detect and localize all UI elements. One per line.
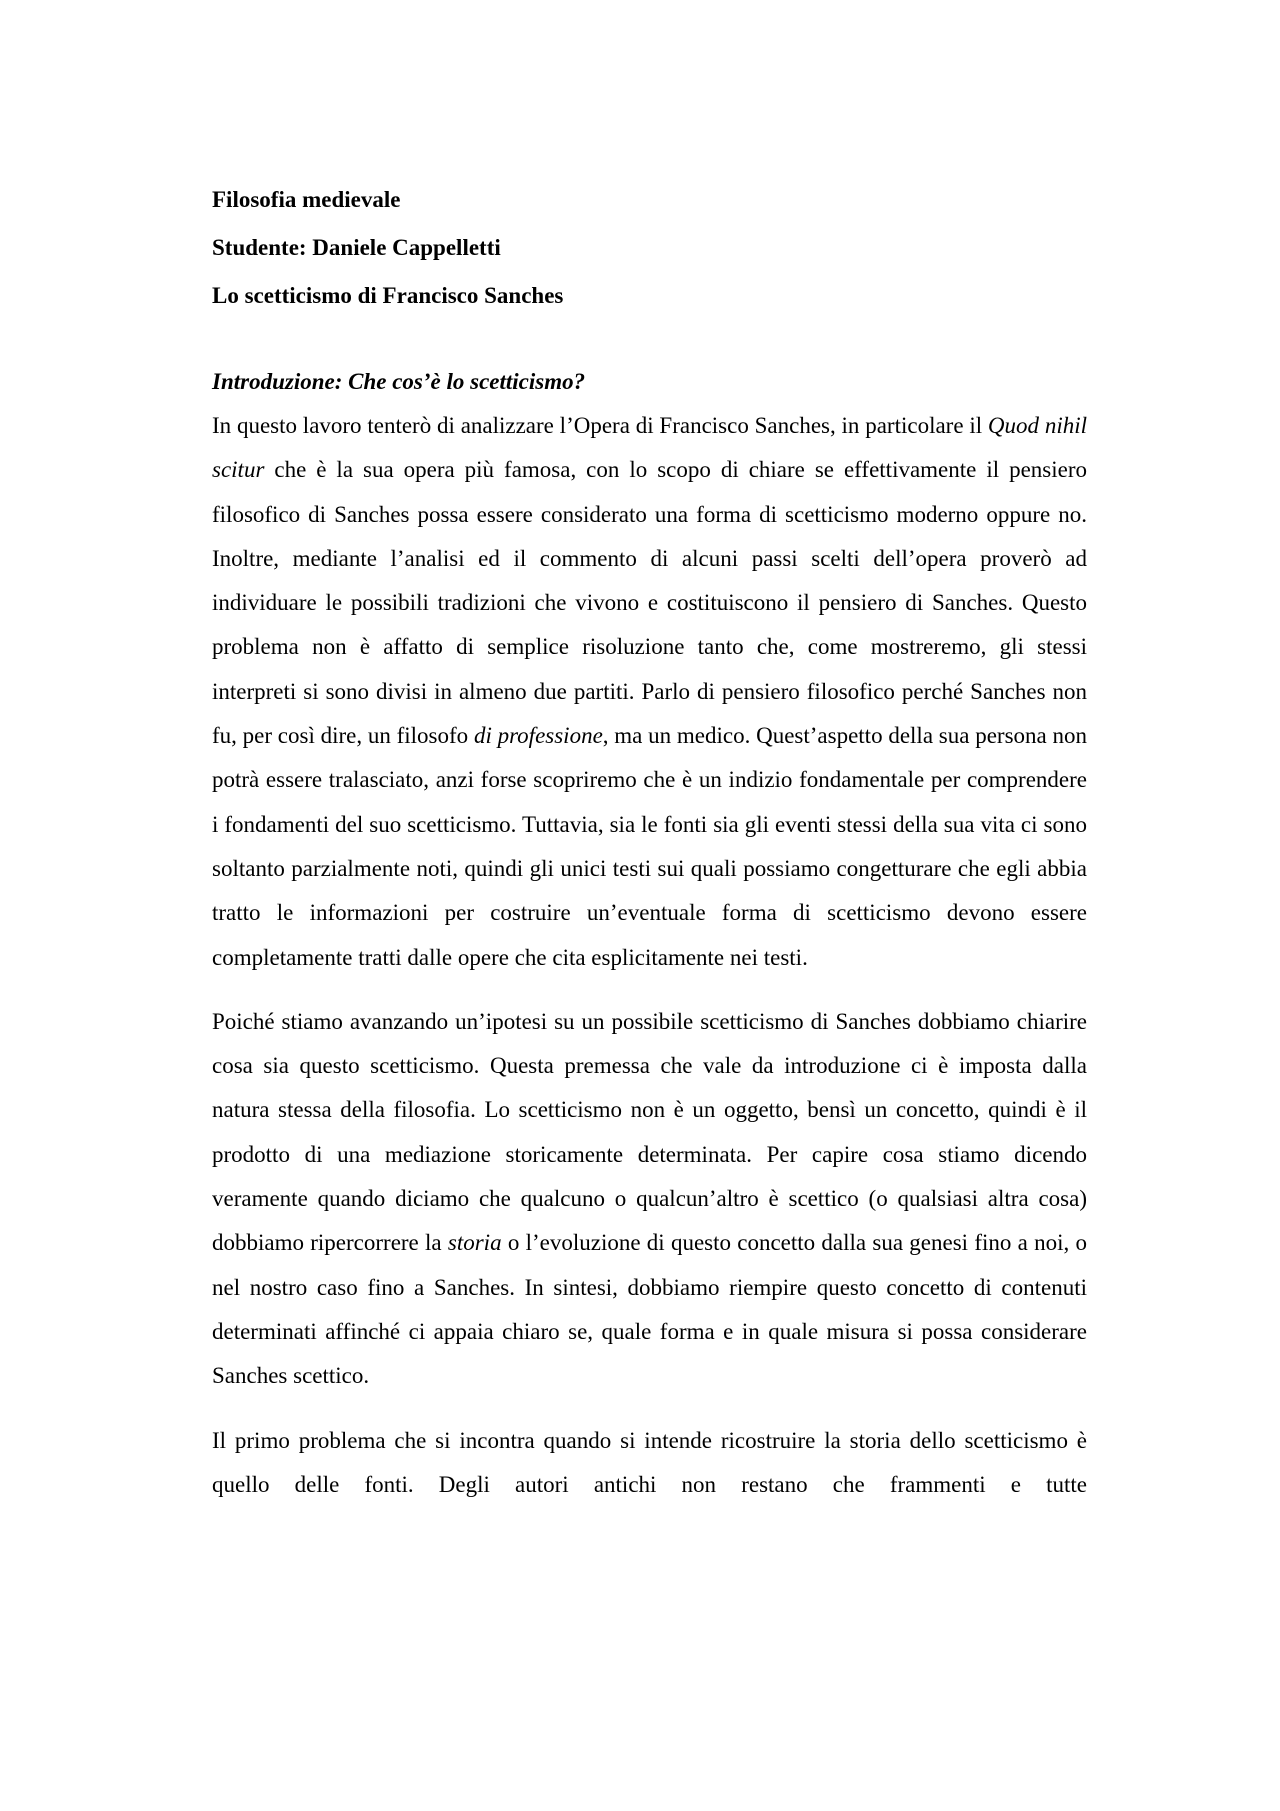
section-heading: Introduzione: Che cos’è lo scetticismo? bbox=[212, 369, 586, 394]
paragraph-1-italic-phrase: di professione bbox=[473, 723, 603, 749]
paragraph-1-italic-title: Quod nihil scitur bbox=[212, 413, 1087, 483]
paragraph-3-text: Il primo problema che si incontra quando si intende ricostruire la storia dello scetticismo è quello delle fonti. Degli autori antichi non restano che frammenti e tutte bbox=[212, 1427, 1087, 1497]
document-page bbox=[212, 176, 1087, 1527]
paragraph-3 bbox=[212, 1419, 1087, 1508]
paragraph-2-text-b: o l’evoluzione di questo concetto dalla sua genesi fino a noi, o nel nostro caso fino a Sanches. In sintesi, dobbiamo riempire questo concetto di contenuti determinati affinché ci appaia chiaro se, quale forma e in quale misura si possa considerare Sanches scettico. bbox=[212, 1230, 1088, 1389]
paragraph-1-text-a: In questo lavoro tenterò di analizzare l’Opera di Francisco Sanches, in particolare il bbox=[212, 413, 988, 438]
document-title: Lo scetticismo di Francisco Sanches bbox=[212, 283, 564, 308]
paragraph-1-text-b: che è la sua opera più famosa, con lo scopo di chiare se effettivamente il pensiero filosofico di Sanches possa essere considerato una forma di scetticismo moderno oppure no. Inoltre, mediante l’analisi ed il commento di alcuni passi scelti dell’opera proverò ad individuare le possibili tradizioni che vivono e costituiscono il pensiero di Sanches. Questo problema non è affatto di semplice risoluzione tanto che, come mostreremo, gli stessi interpreti si sono divisi in almeno due partiti. Parlo di pensiero filosofico perché Sanches non fu, per così dire, un filosofo bbox=[212, 457, 1087, 749]
paragraph-2 bbox=[212, 1000, 1087, 1399]
paragraph-2-italic-word: storia bbox=[447, 1230, 502, 1256]
paragraph-2-text-a: Poiché stiamo avanzando un’ipotesi su un possibile scetticismo di Sanches dobbiamo chiarire cosa sia questo scetticismo. Questa premessa che vale da introduzione ci è imposta dalla natura stessa della filosofia. Lo scetticismo non è un oggetto, bensì un concetto, quindi è il prodotto di una mediazione storicamente determinata. Per capire cosa stiamo dicendo veramente quando diciamo che qualcuno o qualcun’altro è scettico (o qualsiasi altra cosa) dobbiamo ripercorrere la bbox=[212, 1008, 1087, 1256]
student-name: Studente: Daniele Cappelletti bbox=[212, 235, 501, 260]
paragraph-1 bbox=[212, 404, 1087, 980]
paragraph-1-text-c: , ma un medico. Quest’aspetto della sua persona non potrà essere tralasciato, anzi forse scopriremo che è un indizio fondamentale per comprendere i fondamenti del suo scetticismo. Tuttavia, sia le fonti sia gli eventi stessi della sua vita ci sono soltanto parzialmente noti, quindi gli unici testi sui quali possiamo congetturare che egli abbia tratto le informazioni per costruire un’eventuale forma di scetticismo devono essere completamente tratti dalle opere che cita esplicitamente nei testi. bbox=[212, 723, 1087, 970]
course-title: Filosofia medievale bbox=[212, 187, 401, 212]
